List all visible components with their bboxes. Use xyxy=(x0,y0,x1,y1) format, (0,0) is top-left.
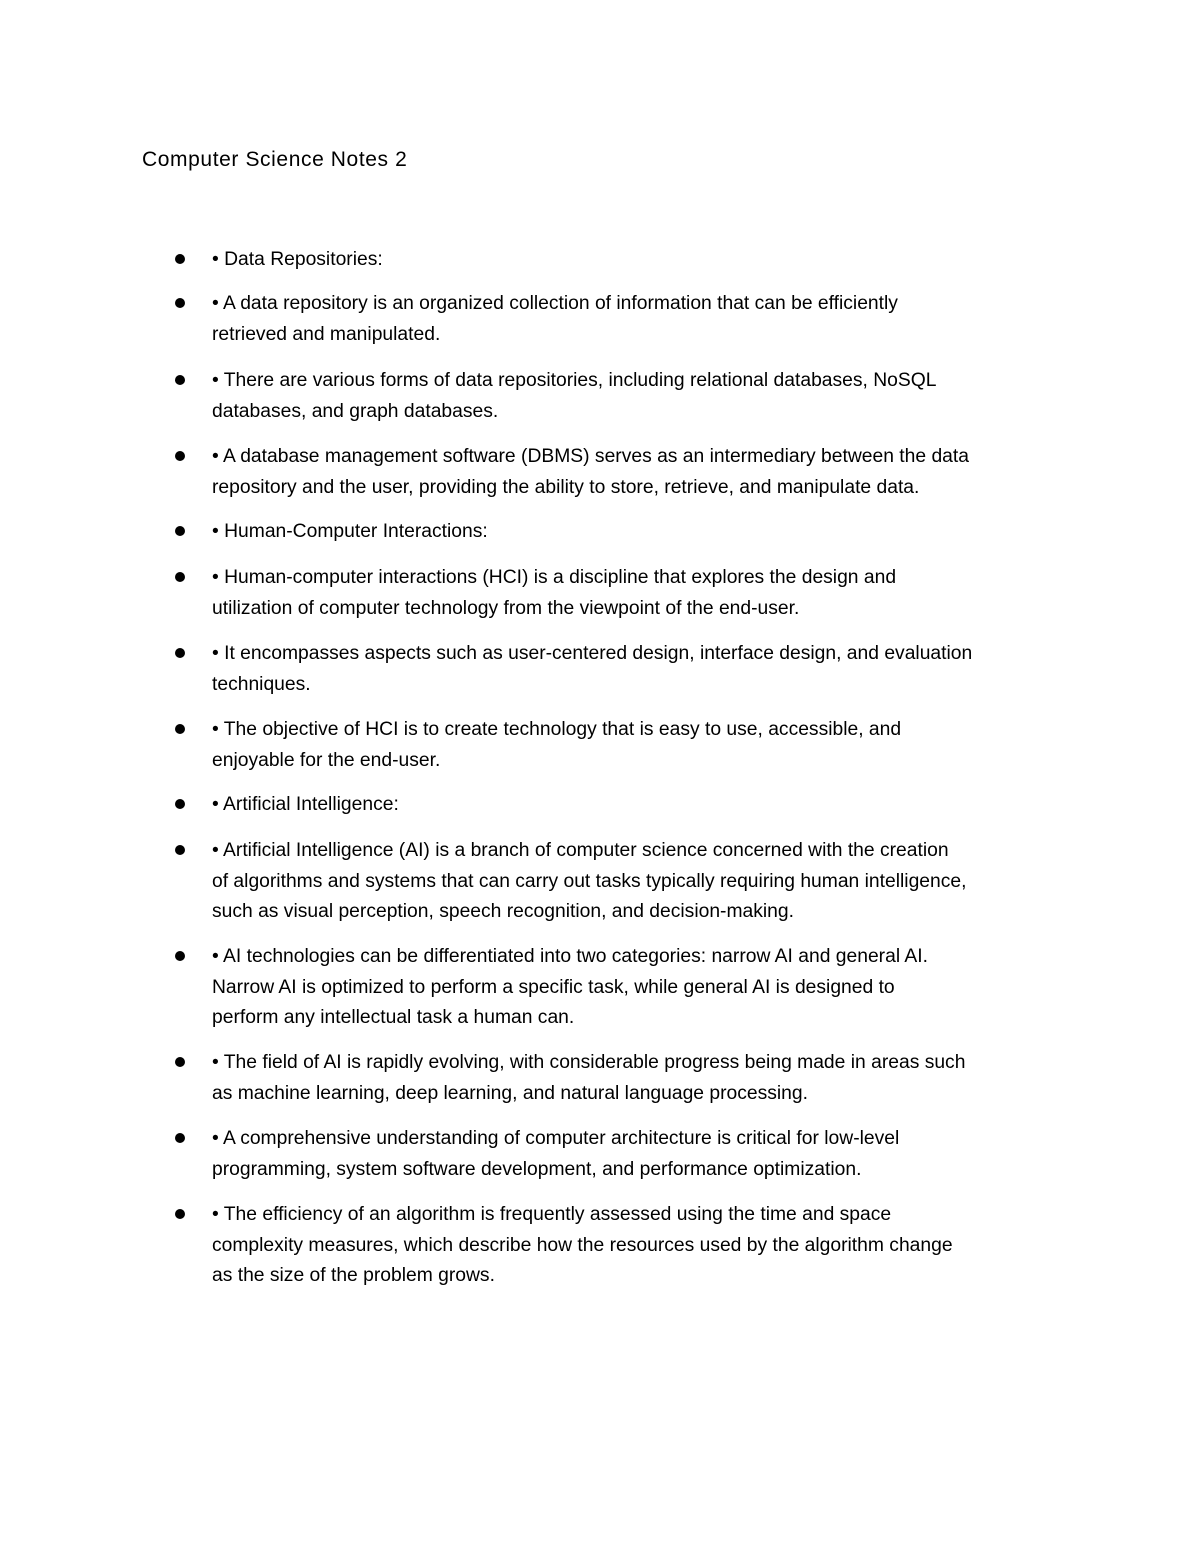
bullet-dot-icon xyxy=(175,724,185,734)
bullet-dot-icon xyxy=(175,526,185,536)
bullet-dot-icon xyxy=(175,1209,185,1219)
list-item-text: • Human-computer interactions (HCI) is a discipline that explores the design and utilization of computer technology from the viewpoint of the end-user. xyxy=(212,567,897,619)
list-item-text: • A comprehensive understanding of computer architecture is critical for low-level programming, system software development, and performance optimization. xyxy=(212,1128,900,1180)
bullet-dot-icon xyxy=(175,845,185,855)
list-item-text: • Data Repositories: xyxy=(212,249,383,270)
bullet-dot-icon xyxy=(175,298,185,308)
bullet-dot-icon xyxy=(175,648,185,658)
bullet-dot-icon xyxy=(175,1133,185,1143)
list-item-text: • There are various forms of data repositories, including relational databases, NoSQL databases, and graph databases. xyxy=(212,370,937,422)
list-item-text: • The field of AI is rapidly evolving, with considerable progress being made in areas such as machine learning, deep learning, and natural language processing. xyxy=(212,1052,966,1104)
list-item-text: • Artificial Intelligence: xyxy=(212,794,399,815)
list-item-text: • It encompasses aspects such as user-centered design, interface design, and evaluation techniques. xyxy=(212,643,973,695)
list-item-text: • AI technologies can be differentiated into two categories: narrow AI and general AI. Narrow AI is optimized to perform a specific task, while general AI is designed to perform any intellectual task a human can. xyxy=(212,946,928,1028)
document-title: Computer Science Notes 2 xyxy=(142,148,408,171)
bullet-dot-icon xyxy=(175,572,185,582)
list-item-text: • Human-Computer Interactions: xyxy=(212,521,488,542)
bullet-dot-icon xyxy=(175,375,185,385)
bullet-dot-icon xyxy=(175,1057,185,1067)
list-item-text: • Artificial Intelligence (AI) is a branch of computer science concerned with the creation of algorithms and systems that can carry out tasks typically requiring human intelligence, such as visual perception, speech recognition, and decision-making. xyxy=(212,840,967,922)
bullet-dot-icon xyxy=(175,254,185,264)
list-item-text: • The efficiency of an algorithm is frequently assessed using the time and space complexity measures, which describe how the resources used by the algorithm change as the size of the problem grows. xyxy=(212,1204,953,1286)
list-item-text: • A database management software (DBMS) serves as an intermediary between the data repository and the user, providing the ability to store, retrieve, and manipulate data. xyxy=(212,446,969,498)
bullet-dot-icon xyxy=(175,451,185,461)
bullet-dot-icon xyxy=(175,799,185,809)
bullet-dot-icon xyxy=(175,951,185,961)
list-item-text: • A data repository is an organized collection of information that can be efficiently retrieved and manipulated. xyxy=(212,293,898,345)
list-item-text: • The objective of HCI is to create technology that is easy to use, accessible, and enjoyable for the end-user. xyxy=(212,719,902,771)
